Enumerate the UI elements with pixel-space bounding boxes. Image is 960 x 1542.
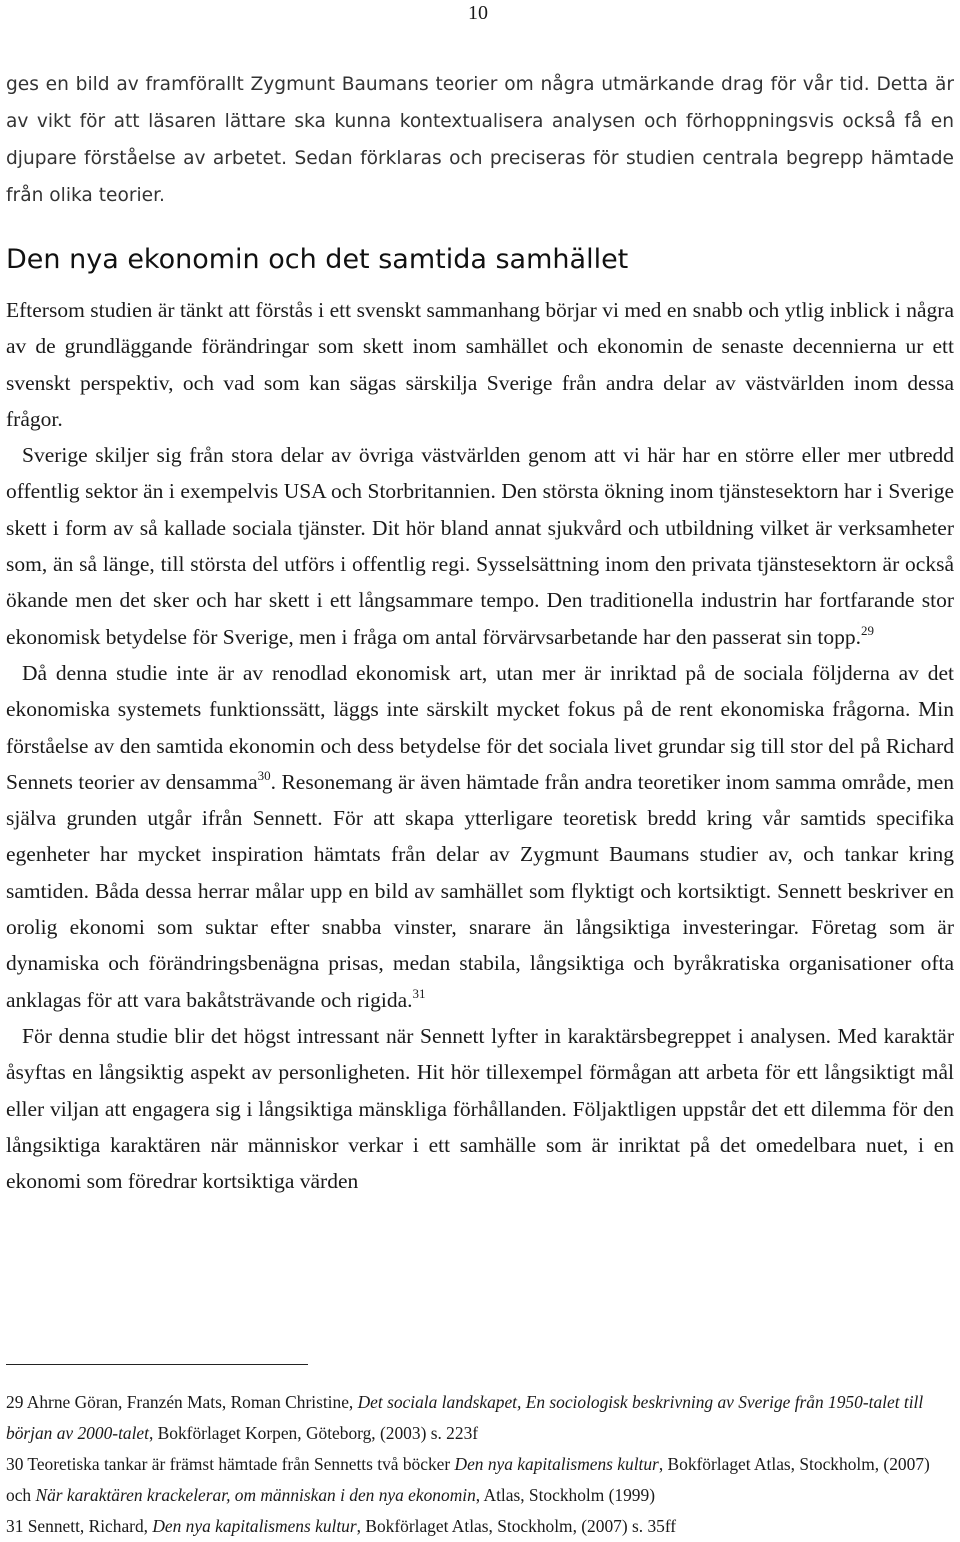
- footnote-30-text-a: 30 Teoretiska tankar är främst hämtade från Sennetts två böcker: [6, 1454, 455, 1474]
- footnote-30-title-1: Den nya kapitalismens kultur: [454, 1454, 659, 1474]
- paragraph-1: Eftersom studien är tänkt att förstås i ett svenskt sammanhang börjar vi med en snabb och ytlig inblick i några av de grundläggande förändringar som skett inom samhället och ekonomin de senaste decennierna ur ett svenskt perspektiv, och vad som kan sägas särskilja Sverige från andra delar av västvärlden inom dessa frågor.: [6, 298, 954, 431]
- footnote-29-authors: 29 Ahrne Göran, Franzén Mats, Roman Christine,: [6, 1392, 358, 1412]
- footnote-ref-29[interactable]: 29: [860, 622, 874, 638]
- paragraph-3: [6, 655, 954, 1018]
- paragraph-2-text: Sverige skiljer sig från stora delar av övriga västvärlden genom att vi här har en större eller mer utbredd offentlig sektor än i exempelvis USA och Storbritannien. Den största ökning inom tjänstesektorn har i Sverige skett i form av så kallade sociala tjänster. Dit hör bland annat sjukvård och utbildning vilket är verksamheter som, än så länge, till största del utförs i offentlig regi. Sysselsättning inom den privata tjänstesektorn är också ökande men det sker och har skett i ett långsammare tempo. Den traditionella industrin har fortfarande stor ekonomisk betydelse för Sverige, men i fråga om antal förvärvsarbetande har den passerat sin topp.: [6, 443, 954, 649]
- footnote-30-title-2: När karaktären krackelerar, om människan i den nya ekonomin: [35, 1485, 476, 1505]
- footnote-30-text-b: , Bokförlaget Atlas, Stockholm, (2007) och: [6, 1454, 930, 1505]
- body-text: [6, 292, 954, 1199]
- footnote-30: [6, 1449, 952, 1511]
- footnote-29-publisher: , Bokförlaget Korpen, Göteborg, (2003) s. 223f: [148, 1423, 479, 1443]
- lead-paragraph: ges en bild av framförallt Zygmunt Baumans teorier om några utmärkande drag för vår tid. Detta är av vikt för att läsaren lättare ska kunna kontextualisera analysen och förhoppningsvis också få en djupare förståelse av arbetet. Sedan förklaras och preciseras för studien centrala begrepp hämtade från olika teorier.: [6, 74, 954, 206]
- footnote-29: [6, 1387, 952, 1449]
- footnote-ref-31[interactable]: 31: [412, 985, 426, 1001]
- footnote-31: [6, 1511, 952, 1542]
- section-heading: Den nya ekonomin och det samtida samhället: [6, 244, 629, 275]
- footnote-29-title: Det sociala landskapet, En sociologisk beskrivning av Sverige från 1950-talet till början av 2000-talet: [6, 1392, 924, 1443]
- footnote-separator: [6, 1364, 308, 1365]
- footnotes: [6, 1387, 952, 1542]
- page-number: 10: [468, 2, 488, 24]
- footnote-31-author: 31 Sennett, Richard,: [6, 1516, 153, 1536]
- paragraph-4: För denna studie blir det högst intressant när Sennett lyfter in karaktärsbegreppet i analysen. Med karaktär åsyftas en långsiktig aspekt av personligheten. Hit hör tillexempel förmågan att arbeta för ett långsiktigt mål eller viljan att engagera sig i långsiktiga mänskliga förhållanden. Följaktligen uppstår det ett dilemma för den långsiktiga karaktären när människor verkar i ett samhälle som är inriktat på det omedelbara nuet, i en ekonomi som föredrar kortsiktiga värden: [6, 1023, 954, 1194]
- footnote-30-text-c: , Atlas, Stockholm (1999): [475, 1485, 655, 1505]
- footnote-ref-30[interactable]: 30: [257, 767, 271, 783]
- paragraph-2: [6, 437, 954, 655]
- paragraph-3-text-a: Då denna studie inte är av renodlad ekonomisk art, utan mer är inriktad på de sociala följderna av det ekonomiska systemets funktionssätt, läggs inte särskilt mycket fokus på de rent ekonomiska frågorna. Min förståelse av den samtida ekonomin och dess betydelse för det sociala livet grundar sig till stor del på Richard Sennets teorier av densamma: [6, 660, 954, 794]
- footnote-31-publisher: , Bokförlaget Atlas, Stockholm, (2007) s. 35ff: [356, 1516, 677, 1536]
- footnote-31-title: Den nya kapitalismens kultur: [152, 1516, 357, 1536]
- paragraph-3-text-b: . Resonemang är även hämtade från andra teoretiker inom samma område, men själva grunden utgår ifrån Sennett. För att skapa ytterligare teoretisk bredd kring vår samtids specifika egenheter har mycket inspiration hämtats från delar av Zygmunt Baumans studier av, och tankar kring samtiden. Båda dessa herrar målar upp en bild av samhället som flyktigt och kortsiktigt. Sennett beskriver en orolig ekonomi som suktar efter snabba vinster, snarare än långsiktiga investeringar. Företag som är dynamiska och förändringsbenägna prisas, medan stabila, långsiktiga och byråkratiska organisationer ofta anklagas för att vara bakåtsträvande och rigida.: [6, 769, 954, 1012]
